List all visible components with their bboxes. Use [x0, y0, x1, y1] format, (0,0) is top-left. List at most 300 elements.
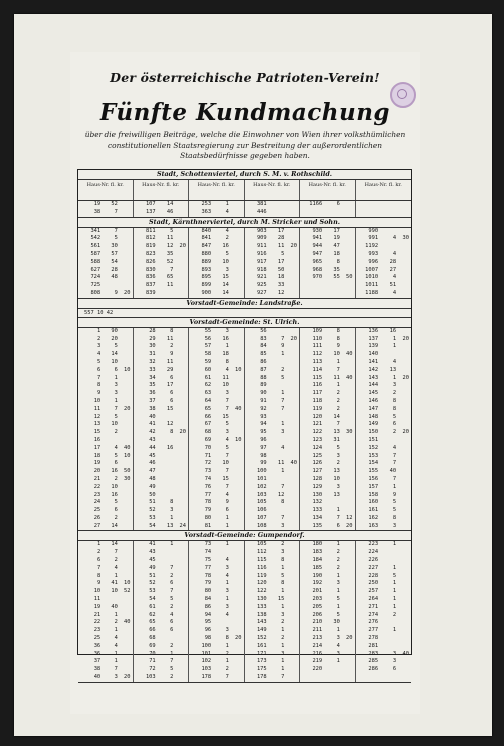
table-row — [80, 549, 131, 557]
kreuzer — [175, 619, 186, 627]
house-number: 22 — [93, 619, 101, 626]
table-row — [358, 336, 410, 344]
table-row — [247, 406, 298, 414]
gulden: 7 — [170, 564, 174, 571]
table-column — [134, 541, 190, 681]
house-number: 55 — [204, 327, 212, 334]
gulden: 8 — [392, 514, 397, 521]
table-row — [247, 643, 298, 651]
gulden: 10 — [333, 351, 340, 358]
house-number: 24 — [93, 499, 101, 506]
kreuzer — [175, 635, 186, 643]
house-number: 19 — [93, 201, 101, 207]
table-row — [136, 565, 187, 573]
kreuzer — [341, 251, 352, 259]
table-row — [302, 398, 353, 406]
table-row — [80, 604, 131, 612]
kreuzer — [341, 209, 352, 217]
table-row — [358, 251, 410, 259]
kreuzer — [341, 651, 352, 659]
kreuzer — [341, 666, 352, 674]
table-row — [191, 565, 242, 573]
kreuzer — [230, 382, 241, 390]
table-row — [191, 557, 242, 565]
table-row — [191, 274, 242, 282]
table-row — [358, 290, 410, 298]
house-number: 125 — [312, 452, 323, 459]
house-number: 25 — [93, 507, 101, 514]
house-number: 160 — [368, 499, 379, 506]
gulden: 17 — [333, 227, 340, 234]
table-row — [191, 282, 242, 290]
gulden — [380, 437, 396, 445]
gulden: 5 — [225, 444, 229, 451]
table-row — [358, 596, 410, 604]
gulden: 1 — [336, 603, 340, 610]
table-row — [302, 674, 353, 682]
house-number: 141 — [368, 358, 379, 365]
house-number: 138 — [256, 611, 267, 618]
gulden: 7 — [114, 666, 118, 673]
gulden: 2 — [170, 603, 174, 610]
house-number: 381 — [256, 201, 267, 207]
table-row — [136, 251, 187, 259]
kreuzer — [175, 406, 186, 414]
kreuzer — [230, 573, 241, 581]
table-row — [302, 209, 353, 217]
kreuzer — [341, 596, 352, 604]
gulden: 16 — [111, 468, 118, 475]
house-number: 840 — [201, 227, 212, 234]
house-number: 103 — [201, 666, 212, 673]
table-row — [80, 382, 131, 390]
house-number: 826 — [145, 258, 156, 265]
table-row — [80, 267, 131, 275]
table-row — [136, 375, 187, 383]
gulden: 1 — [336, 658, 340, 665]
house-number: 144 — [368, 382, 379, 389]
house-number: 163 — [368, 522, 379, 529]
gulden: 17 — [277, 227, 285, 234]
kreuzer — [175, 414, 186, 422]
table-row — [191, 209, 242, 217]
gulden: 7 — [336, 421, 340, 428]
kreuzer — [119, 390, 130, 398]
section-grid — [78, 541, 411, 682]
table-row — [247, 612, 298, 620]
gulden: 1 — [392, 580, 397, 587]
kreuzer — [175, 588, 186, 596]
gulden: 2 — [170, 674, 174, 681]
gulden: 6 — [114, 507, 118, 514]
table-row — [80, 619, 131, 627]
gulden: 1 — [114, 611, 118, 618]
table-column — [356, 328, 412, 531]
house-number: 112 — [312, 351, 323, 358]
table-row — [191, 651, 242, 659]
table-row — [136, 267, 187, 275]
column-header-cell: Haus-Nr. fl. kr. — [300, 180, 356, 200]
kreuzer — [341, 235, 352, 243]
gulden: 18 — [222, 351, 229, 358]
gulden: 50 — [277, 266, 285, 273]
house-number: 812 — [145, 235, 156, 242]
gulden: 7 — [392, 475, 397, 482]
kreuzer — [230, 523, 241, 531]
table-row — [136, 651, 187, 659]
kreuzer — [119, 523, 130, 531]
gulden: 6 — [170, 390, 174, 397]
kreuzer — [398, 282, 409, 290]
gulden: 10 — [222, 382, 229, 389]
gulden: 17 — [166, 382, 174, 389]
table-row — [302, 666, 353, 674]
table-row — [358, 359, 410, 367]
kreuzer — [119, 351, 130, 359]
house-number: 201 — [312, 588, 323, 595]
gulden: 1 — [336, 588, 340, 595]
house-number: 48 — [149, 475, 156, 482]
table-row — [302, 406, 353, 414]
table-row — [247, 507, 298, 515]
gulden: 14 — [111, 351, 118, 358]
table-row — [358, 627, 410, 635]
gulden: 2 — [114, 557, 118, 564]
table-row — [136, 507, 187, 515]
kreuzer — [230, 235, 241, 243]
table-row — [191, 627, 242, 635]
house-number: 69 — [149, 642, 156, 649]
kreuzer: 20 — [402, 429, 409, 436]
table-column — [245, 328, 301, 531]
house-number: 213 — [312, 635, 323, 642]
kreuzer — [175, 328, 186, 336]
gulden: 1 — [392, 541, 397, 548]
house-number: 70 — [204, 444, 212, 451]
kreuzer — [230, 336, 241, 344]
table-row — [358, 445, 410, 453]
gulden: 1 — [170, 541, 174, 548]
kreuzer — [119, 328, 130, 336]
table-row — [247, 658, 298, 666]
kreuzer — [398, 251, 409, 259]
gulden: 10 — [222, 460, 229, 467]
house-number: 108 — [256, 522, 267, 529]
table-row — [136, 499, 187, 507]
table-row — [302, 290, 353, 298]
gulden: 9 — [281, 343, 285, 350]
house-number: 49 — [149, 483, 156, 490]
kreuzer — [341, 290, 352, 298]
gulden — [324, 209, 340, 217]
house-number: 148 — [368, 413, 379, 420]
house-number: 107 — [256, 514, 267, 521]
house-number: 62 — [149, 611, 156, 618]
kreuzer — [286, 209, 297, 217]
gulden: 1 — [225, 343, 229, 350]
gulden: 54 — [111, 258, 118, 265]
kreuzer — [175, 499, 186, 507]
table-row — [302, 484, 353, 492]
kreuzer — [398, 612, 409, 620]
house-number: 81 — [204, 522, 212, 529]
table-row — [358, 267, 410, 275]
house-number: 8 — [96, 572, 101, 579]
house-number: 925 — [256, 282, 267, 289]
table-row — [302, 336, 353, 344]
kreuzer — [398, 290, 409, 298]
table-row — [358, 507, 410, 515]
house-number: 103 — [256, 491, 267, 498]
table-row — [80, 453, 131, 461]
table-row — [191, 382, 242, 390]
house-number: 97 — [260, 444, 267, 451]
kreuzer — [286, 580, 297, 588]
house-number: 102 — [201, 658, 212, 665]
kreuzer — [286, 523, 297, 531]
kreuzer — [398, 619, 409, 627]
table-row — [191, 367, 242, 375]
gulden: 47 — [333, 243, 340, 250]
house-number: 830 — [145, 266, 156, 273]
table-row — [80, 484, 131, 492]
house-number: 157 — [368, 483, 379, 490]
gulden: 2 — [225, 666, 229, 673]
table-row — [80, 565, 131, 573]
house-number: 110 — [312, 335, 323, 342]
kreuzer — [119, 228, 130, 236]
section-title: Vorstadt-Gemeinde: Gumpendorf. — [78, 531, 411, 541]
gulden — [268, 453, 284, 461]
house-number: 84 — [204, 596, 212, 603]
table-row — [247, 328, 298, 336]
gulden: 5 — [281, 250, 285, 257]
kreuzer — [286, 437, 297, 445]
table-row — [80, 658, 131, 666]
gulden: 3 — [336, 650, 340, 657]
house-number: 21 — [93, 611, 101, 618]
kreuzer: 10 — [123, 366, 131, 373]
gulden — [268, 382, 284, 390]
table-row — [191, 429, 242, 437]
kreuzer — [230, 290, 241, 298]
gulden: 10 — [111, 588, 118, 595]
gulden: 19 — [333, 235, 340, 242]
table-row — [247, 382, 298, 390]
house-number: 84 — [260, 343, 267, 350]
section-title: Stadt, Kärnthnerviertel, durch M. Stricker und Sohn. — [78, 218, 411, 228]
kreuzer — [119, 565, 130, 573]
house-number: 56 — [204, 335, 212, 342]
kreuzer — [175, 209, 186, 217]
house-number: 811 — [145, 227, 156, 234]
kreuzer: 20 — [123, 405, 131, 412]
house-number: 94 — [260, 421, 267, 428]
house-number: 95 — [260, 429, 267, 436]
gulden — [157, 557, 173, 565]
table-row — [302, 635, 353, 643]
house-number: 78 — [204, 499, 212, 506]
table-row — [247, 445, 298, 453]
house-number: 53 — [149, 514, 156, 521]
kreuzer — [119, 658, 130, 666]
gulden: 7 — [392, 460, 397, 467]
house-number: 51 — [149, 499, 156, 506]
kreuzer — [119, 421, 130, 429]
table-row — [136, 541, 187, 549]
kreuzer — [398, 674, 409, 682]
house-number: 26 — [93, 514, 101, 521]
table-row — [136, 343, 187, 351]
kreuzer — [230, 643, 241, 651]
gulden: 3 — [336, 580, 340, 587]
table-column — [356, 201, 412, 217]
gulden: 1 — [114, 397, 118, 404]
gulden: 3 — [225, 603, 229, 610]
house-number: 3 — [96, 343, 101, 350]
kreuzer — [230, 565, 241, 573]
house-number: 135 — [312, 522, 323, 529]
house-number: 143 — [256, 619, 267, 626]
table-row — [80, 367, 131, 375]
kreuzer — [286, 259, 297, 267]
table-row — [191, 328, 242, 336]
table-row — [302, 343, 353, 351]
house-number: 286 — [368, 666, 379, 673]
house-number: 2 — [96, 549, 101, 556]
gulden: 51 — [389, 282, 397, 289]
table-row — [302, 476, 353, 484]
kreuzer — [286, 343, 297, 351]
kreuzer — [341, 201, 352, 209]
table-row — [136, 460, 187, 468]
table-row — [80, 651, 131, 659]
kreuzer — [230, 274, 241, 282]
table-row — [136, 367, 187, 375]
gulden: 1 — [225, 580, 229, 587]
gulden — [157, 484, 173, 492]
kreuzer — [119, 557, 130, 565]
kreuzer — [286, 421, 297, 429]
kreuzer — [286, 541, 297, 549]
kreuzer — [230, 351, 241, 359]
kreuzer — [230, 596, 241, 604]
house-number: 80 — [204, 514, 212, 521]
kreuzer — [230, 658, 241, 666]
kreuzer — [341, 390, 352, 398]
gulden: 7 — [170, 658, 174, 665]
table-row — [191, 468, 242, 476]
gulden: 14 — [166, 201, 174, 207]
house-number: 94 — [204, 611, 212, 618]
table-row — [358, 367, 410, 375]
house-number: 147 — [368, 405, 379, 412]
kreuzer — [398, 604, 409, 612]
table-row — [136, 635, 187, 643]
house-number: 220 — [312, 666, 323, 673]
table-column — [189, 201, 245, 217]
house-number: 5 — [96, 358, 101, 365]
kreuzer: 52 — [123, 588, 131, 595]
house-number: 2 — [96, 335, 101, 342]
house-number: 121 — [312, 421, 323, 428]
table-row — [247, 523, 298, 531]
kreuzer — [286, 328, 297, 336]
table-row — [191, 492, 242, 500]
gulden: 3 — [225, 266, 229, 273]
table-row — [247, 619, 298, 627]
gulden: 11 — [166, 335, 174, 342]
house-number: 965 — [312, 258, 323, 265]
kreuzer — [175, 557, 186, 565]
kreuzer — [286, 468, 297, 476]
table-row — [302, 367, 353, 375]
gulden: 4 — [392, 274, 397, 281]
table-row — [136, 588, 187, 596]
house-number: 250 — [368, 580, 379, 587]
table-column — [300, 328, 356, 531]
house-number: 1 — [96, 327, 101, 334]
table-row — [80, 414, 131, 422]
table-row — [80, 635, 131, 643]
table-row — [247, 460, 298, 468]
kreuzer — [286, 557, 297, 565]
table-row — [80, 627, 131, 635]
house-number: 30 — [149, 343, 156, 350]
table-row — [191, 604, 242, 612]
gulden: 14 — [111, 541, 118, 548]
kreuzer — [119, 201, 130, 209]
kreuzer — [341, 643, 352, 651]
kreuzer — [341, 445, 352, 453]
table-row — [80, 541, 131, 549]
house-number: 35 — [149, 382, 156, 389]
house-number — [302, 674, 322, 682]
gulden: 8 — [170, 499, 174, 506]
house-number: 38 — [93, 666, 101, 673]
house-number: 113 — [312, 358, 323, 365]
table-column — [189, 541, 245, 681]
gulden: 6 — [170, 580, 174, 587]
kreuzer — [398, 398, 409, 406]
gulden: 16 — [222, 335, 229, 342]
table-row — [80, 398, 131, 406]
gulden: 1 — [225, 514, 229, 521]
house-number: 808 — [90, 289, 101, 296]
gulden — [157, 460, 173, 468]
house-number: 102 — [256, 483, 267, 490]
kreuzer — [119, 398, 130, 406]
gulden: 11 — [277, 243, 285, 250]
gulden: 30 — [333, 619, 340, 626]
house-number: 911 — [256, 243, 267, 250]
kreuzer — [286, 282, 297, 290]
table-row — [247, 421, 298, 429]
house-number: 15 — [93, 429, 101, 436]
kreuzer — [175, 453, 186, 461]
table-row — [302, 251, 353, 259]
kreuzer — [341, 343, 352, 351]
house-number: 74 — [204, 475, 212, 482]
gulden — [102, 437, 118, 445]
table-column — [134, 328, 190, 531]
table-row — [358, 651, 410, 659]
table-row — [191, 635, 242, 643]
house-number: 38 — [93, 208, 101, 215]
house-number: 277 — [368, 627, 379, 634]
kreuzer — [341, 336, 352, 344]
gulden: 1 — [281, 642, 285, 649]
